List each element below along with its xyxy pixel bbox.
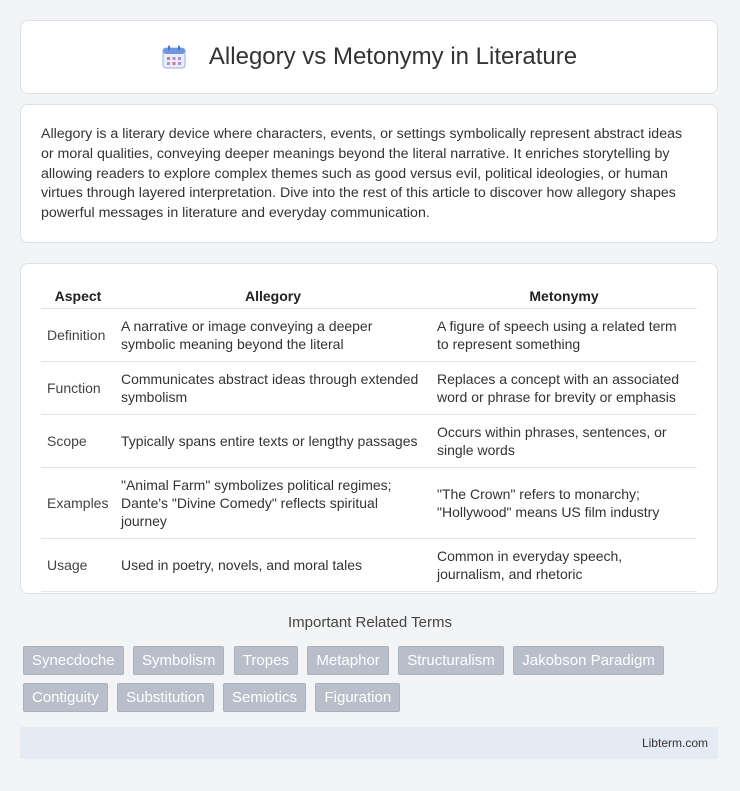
allegory-cell: Communicates abstract ideas through extended symbolism xyxy=(115,362,431,415)
term-tag[interactable]: Structuralism xyxy=(398,646,504,675)
intro-card xyxy=(20,104,718,243)
term-tag[interactable]: Contiguity xyxy=(23,683,108,712)
aspect-cell: Function xyxy=(41,362,115,415)
term-tag[interactable]: Synecdoche xyxy=(23,646,124,675)
table-header-row xyxy=(41,284,697,309)
intro-paragraph: Allegory is a literary device where characters, events, or settings symbolically represent abstract ideas or moral qualities, conveying deeper meanings beyond the literal narrative. It enriches storytelling by allowing readers to explore complex themes such as good versus evil, political ideologies, or human virtues through layered interpretation. Dive into the rest of this article to discover how allegory shapes powerful messages in literature and everyday communication. xyxy=(41,126,683,222)
term-tag[interactable]: Semiotics xyxy=(223,683,306,712)
allegory-cell: Typically spans entire texts or lengthy passages xyxy=(115,415,431,468)
header-metonymy: Metonymy xyxy=(431,284,697,309)
allegory-cell: A narrative or image conveying a deeper symbolic meaning beyond the literal xyxy=(115,309,431,362)
related-terms-heading: Important Related Terms xyxy=(288,614,452,631)
page-title: Allegory vs Metonymy in Literature xyxy=(208,43,578,70)
metonymy-cell: "The Crown" refers to monarchy; "Hollywood" means US film industry xyxy=(431,468,697,539)
metonymy-cell: A figure of speech using a related term to represent something xyxy=(431,309,697,362)
table-row xyxy=(41,309,697,362)
aspect-cell: Examples xyxy=(41,468,115,539)
term-tag[interactable]: Tropes xyxy=(234,646,298,675)
table-row xyxy=(41,468,697,539)
header-allegory: Allegory xyxy=(115,284,431,309)
calendar-icon xyxy=(161,44,187,70)
footer xyxy=(20,727,718,759)
aspect-cell: Definition xyxy=(41,309,115,362)
term-tag[interactable]: Metaphor xyxy=(307,646,388,675)
aspect-cell: Usage xyxy=(41,539,115,592)
metonymy-cell: Replaces a concept with an associated word or phrase for brevity or emphasis xyxy=(431,362,697,415)
allegory-cell: "Animal Farm" symbolizes political regimes; Dante's "Divine Comedy" reflects spiritual journey xyxy=(115,468,431,539)
term-tag[interactable]: Substitution xyxy=(117,683,213,712)
comparison-table xyxy=(41,284,697,592)
term-tag[interactable]: Symbolism xyxy=(133,646,224,675)
allegory-cell: Used in poetry, novels, and moral tales xyxy=(115,539,431,592)
header-aspect: Aspect xyxy=(41,284,115,309)
metonymy-cell: Occurs within phrases, sentences, or single words xyxy=(431,415,697,468)
term-tag[interactable]: Jakobson Paradigm xyxy=(513,646,664,675)
table-row xyxy=(41,362,697,415)
comparison-card xyxy=(20,263,718,594)
table-row xyxy=(41,539,697,592)
aspect-cell: Scope xyxy=(41,415,115,468)
related-terms-list xyxy=(23,646,723,720)
metonymy-cell: Common in everyday speech, journalism, and rhetoric xyxy=(431,539,697,592)
table-row xyxy=(41,415,697,468)
term-tag[interactable]: Figuration xyxy=(315,683,400,712)
footer-site-link[interactable]: Libterm.com xyxy=(641,736,708,750)
title-card xyxy=(20,20,718,94)
